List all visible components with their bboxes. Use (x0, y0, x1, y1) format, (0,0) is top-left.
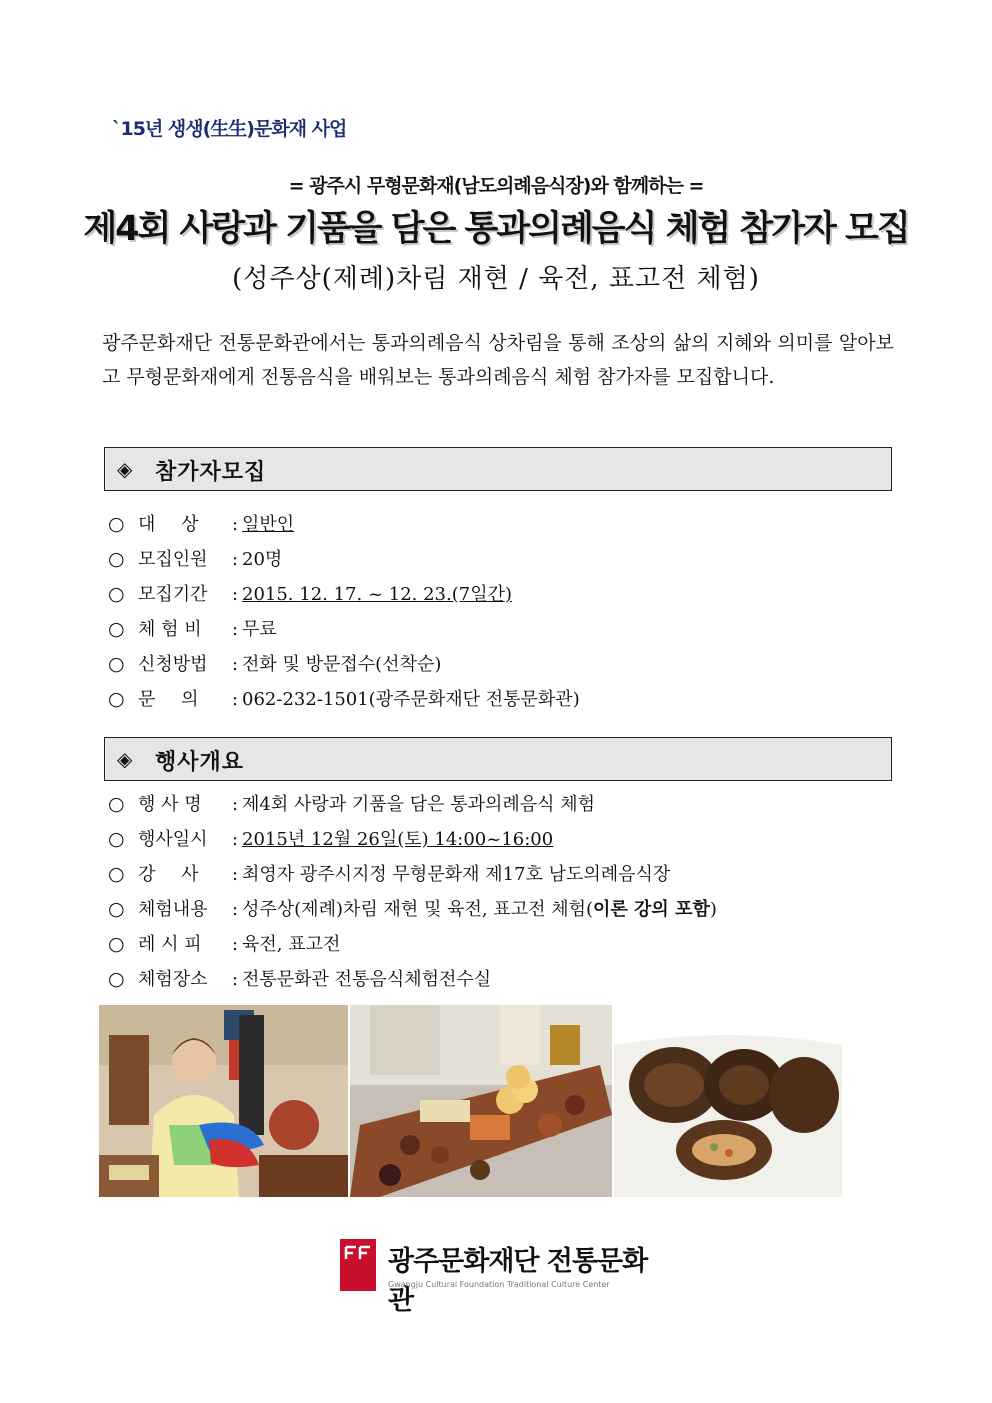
circle-bullet-icon: ○ (108, 793, 125, 815)
info-colon: : (231, 934, 239, 955)
info-colon: : (231, 619, 239, 640)
info-colon: : (231, 864, 239, 885)
info-row-content (108, 892, 908, 927)
info-key: 체험장소 (138, 969, 208, 990)
info-key: 강 사 (138, 864, 209, 885)
info-colon: : (231, 689, 239, 710)
info-row-fee (108, 612, 908, 647)
event-info-list (108, 787, 908, 997)
info-key: 대 상 (138, 514, 209, 535)
info-key: 체험내용 (138, 899, 208, 920)
info-row-instructor (108, 857, 908, 892)
circle-bullet-icon: ○ (108, 513, 125, 535)
info-colon: : (231, 549, 239, 570)
info-value: 2015. 12. 17. ~ 12. 23.(7일간) (242, 584, 512, 605)
info-key: 체 험 비 (138, 619, 202, 640)
info-key: 행사일시 (138, 829, 208, 850)
info-value: 2015년 12월 26일(토) 14:00~16:00 (242, 829, 554, 850)
recruitment-info-list (108, 507, 908, 717)
info-row-period (108, 577, 908, 612)
info-value: 육전, 표고전 (242, 934, 341, 955)
info-key: 모집인원 (138, 549, 208, 570)
info-key: 레 시 피 (138, 934, 202, 955)
info-colon: : (231, 969, 239, 990)
logo-mark-icon (340, 1239, 376, 1291)
info-colon: : (231, 794, 239, 815)
info-colon: : (231, 584, 239, 605)
info-colon: : (231, 514, 239, 535)
instructor-photo (99, 1005, 348, 1197)
info-key: 행 사 명 (138, 794, 202, 815)
section-header-recruitment (104, 447, 892, 491)
info-row-venue (108, 962, 908, 997)
circle-bullet-icon: ○ (108, 548, 125, 570)
circle-bullet-icon: ○ (108, 583, 125, 605)
circle-bullet-icon: ○ (108, 968, 125, 990)
info-value: 전통문화관 전통음식체험전수실 (242, 969, 492, 990)
page-title: 제4회 사랑과 기품을 담은 통과의례음식 체험 참가자 모집 (83, 209, 909, 249)
info-value-end: ) (709, 899, 717, 920)
section-header-overview (104, 737, 892, 781)
info-value: 무료 (242, 619, 277, 640)
event-subheading: = 광주시 무형문화재(남도의례음식장)와 함께하는 = (288, 175, 704, 197)
mushroom-jeon-photo (614, 1005, 842, 1197)
info-value: 전화 및 방문접수(선착순) (242, 654, 442, 675)
diamond-icon: ◈ (117, 457, 133, 481)
circle-bullet-icon: ○ (108, 688, 125, 710)
circle-bullet-icon: ○ (108, 863, 125, 885)
diamond-icon: ◈ (117, 747, 133, 771)
info-row-event-name (108, 787, 908, 822)
logo-subtitle: Gwangju Cultural Foundation Traditional Culture Center (388, 1280, 610, 1289)
info-row-recipe (108, 927, 908, 962)
circle-bullet-icon: ○ (108, 933, 125, 955)
foundation-logo (340, 1237, 660, 1316)
info-row-datetime (108, 822, 908, 857)
circle-bullet-icon: ○ (108, 828, 125, 850)
info-row-method (108, 647, 908, 682)
section-title: 참가자모집 (155, 460, 267, 485)
info-key: 문 의 (138, 689, 209, 710)
info-row-contact (108, 682, 908, 717)
section-title: 행사개요 (155, 750, 245, 775)
logo-name: 광주문화재단 전통문화관 (388, 1246, 648, 1316)
page-subtitle: (성주상(제례)차림 재현 / 육전, 표고전 체험) (232, 264, 760, 294)
info-row-target (108, 507, 908, 542)
info-key: 모집기간 (138, 584, 208, 605)
info-row-capacity (108, 542, 908, 577)
intro-paragraph: 광주문화재단 전통문화관에서는 통과의례음식 상차림을 통해 조상의 삶의 지혜와 의미를 알아보고 무형문화재에게 전통음식을 배워보는 통과의례음식 체험 참가자를 모집합니다. (102, 332, 894, 388)
info-value: 일반인 (242, 514, 295, 535)
info-value-bold: 이론 강의 포함 (593, 899, 710, 920)
info-colon: : (231, 899, 239, 920)
info-value: 062-232-1501(광주문화재단 전통문화관) (242, 689, 580, 710)
info-value: 제4회 사랑과 기품을 담은 통과의례음식 체험 (242, 794, 596, 815)
info-colon: : (231, 654, 239, 675)
info-value: 20명 (242, 549, 283, 570)
info-value: 성주상(제례)차림 재현 및 육전, 표고전 체험( (242, 899, 593, 920)
project-tag: `15년 생생(生生)문화재 사업 (112, 118, 347, 140)
circle-bullet-icon: ○ (108, 618, 125, 640)
info-colon: : (231, 829, 239, 850)
info-key: 신청방법 (138, 654, 208, 675)
ceremonial-table-photo (350, 1005, 612, 1197)
circle-bullet-icon: ○ (108, 898, 125, 920)
circle-bullet-icon: ○ (108, 653, 125, 675)
info-value: 최영자 광주시지정 무형문화재 제17호 남도의례음식장 (242, 864, 671, 885)
